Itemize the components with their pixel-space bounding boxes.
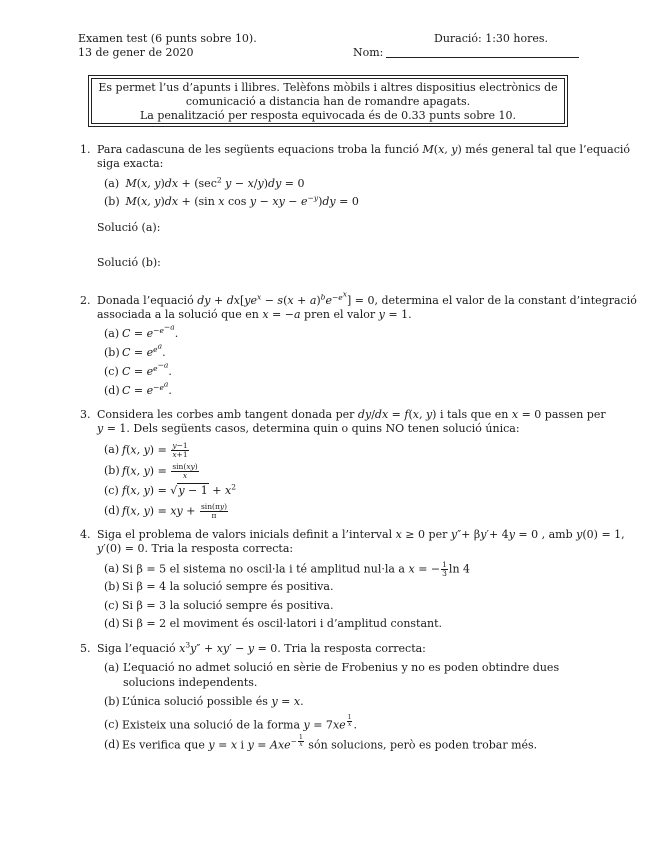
- q3-statement-line2: y = 1. Dels següents casos, determina quin o quins NO tenen solució única:: [97, 422, 520, 435]
- q4-option-b: (b) Si β = 4 la solució sempre és positiva.: [104, 580, 334, 593]
- q4-option-d: (d) Si β = 2 el moviment és oscil·latori i d’amplitud constant.: [104, 617, 443, 630]
- q4-statement: Siga el problema de valors inicials definit a l’interval x ≥ 0 per y″+ βy′+ 4y = 0 , amb y(0) = 1,: [97, 528, 625, 541]
- q1-statement-line2: siga exacta:: [97, 157, 164, 170]
- exam-title: Examen test (6 punts sobre 10).: [78, 32, 257, 45]
- q5-option-d: (d) Es verifica que y = x i y = Axe$^{- \frac{1}{x}}$ són solucions, però es poden trobar més.: [104, 734, 538, 752]
- q1-solution-a: Solució (a):: [97, 221, 161, 234]
- q5-statement: Siga l’equació $x^3y'' + xy' - y = 0$. Tria la resposta correcta:: [97, 640, 426, 655]
- q3-option-a: (a) f(x, y) = $\frac{y-1}{x+1}$: [104, 441, 188, 459]
- q5-option-b: (b) L’única solució possible és y = x.: [104, 695, 304, 708]
- notice-line-2: comunicació a distancia han de romandre apagats.: [185, 95, 471, 108]
- notice-line-1: Es permet l’us d’apunts i llibres. Telèfons mòbils i altres dispositius electrònics de: [98, 81, 558, 94]
- q2-statement: Donada l’equació dy + $dx[ye^x - s(x + a)^be^{-e^x}] = 0$, determina el valor de la constant d’integració: [97, 289, 637, 308]
- q4-number: 4.: [80, 528, 91, 541]
- q1-statement: Para cadascuna de les següents equacions troba la funció M(x, y) més general tal que l’equació: [97, 143, 630, 156]
- notice-line-3: La penalització per resposta equivocada és de 0.33 punts sobre 10.: [140, 109, 516, 122]
- q3-statement: Considera les corbes amb tangent donada per dy/dx = f(x, y) i tals que en x = 0 passen per: [97, 408, 606, 421]
- name-field-line[interactable]: [386, 57, 579, 58]
- q4-statement-line2: y′(0) = 0. Tria la resposta correcta:: [97, 542, 294, 555]
- q3-option-b: (b) f(x, y) = $\frac{\sin(xy)}{x}$: [104, 462, 198, 480]
- q1-option-b: (b) M(x, y)dx + (sin x cos y − xy − $e^{-y})dy = 0$: [104, 193, 359, 208]
- q2-option-b: (b) $C = e^{e^a}$.: [104, 341, 166, 360]
- q2-number: 2.: [80, 294, 91, 307]
- q5-option-a-label: (a): [104, 661, 120, 674]
- q3-option-d: (d) f(x, y) = xy + $\frac{\sin(\pi y)}{\pi}$: [104, 502, 228, 520]
- name-label: Nom:: [353, 46, 384, 59]
- exam-duration: Duració: 1:30 hores.: [434, 32, 549, 45]
- q1-number: 1.: [80, 143, 91, 156]
- q2-option-c: (c) $C = e^{e^{-a}}$.: [104, 360, 172, 379]
- exam-date: 13 de gener de 2020: [78, 46, 194, 59]
- q4-option-c: (c) Si β = 3 la solució sempre és positiva.: [104, 599, 334, 612]
- q5-number: 5.: [80, 642, 91, 655]
- q5-option-c: (c) Existeix una solució de la forma y = 7xe $^{\frac{1}{x}}$ .: [104, 714, 357, 732]
- q3-number: 3.: [80, 408, 91, 421]
- q2-statement-line2: associada a la solució que en x = −a pren el valor y = 1.: [97, 308, 412, 321]
- q2-option-d: (d) $C = e^{-e^a}$.: [104, 379, 172, 398]
- q2-option-a: (a) $C = e^{-e^{-a}}$.: [104, 322, 179, 341]
- q3-option-c: (c) f(x, $y) = √y - 1 + x^2$: [104, 482, 236, 497]
- q4-option-a: (a) Si β = 5 el sistema no oscil·la i té amplitud nul·la a x = − $\frac{1}{3}$ ln 4: [104, 560, 471, 578]
- q5-option-a: L’equació no admet solució en sèrie de Frobenius y no es poden obtindre dues solucions independents.: [123, 661, 560, 689]
- q1-option-a: (a) M(x, $y)dx + (\sec^2$ y − x/y)dy = 0: [104, 175, 305, 190]
- q1-solution-b: Solució (b):: [97, 256, 161, 269]
- rules-notice-box: [91, 78, 565, 124]
